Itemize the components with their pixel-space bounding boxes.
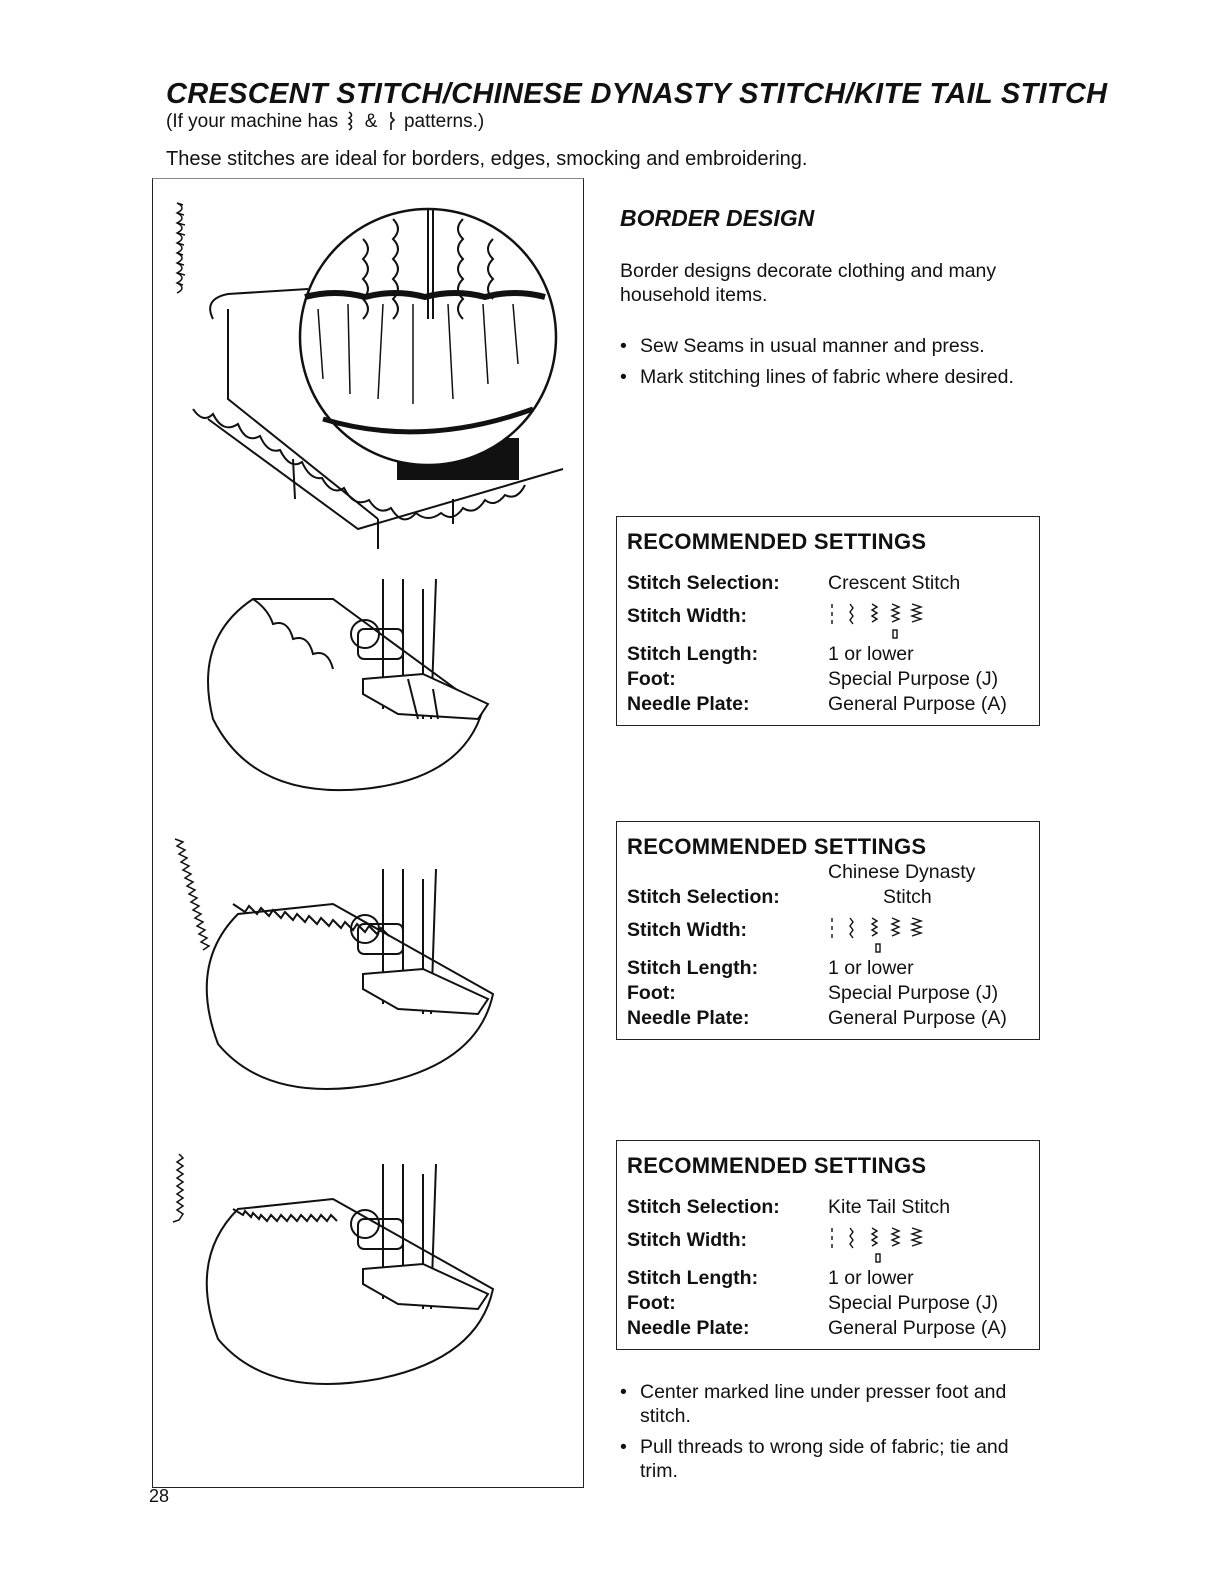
stitch-width-label: Stitch Width: <box>627 919 748 941</box>
note-suffix: patterns.) <box>403 111 485 132</box>
note-prefix: (If your machine has <box>166 111 339 132</box>
foot-row <box>627 981 1029 1006</box>
presser-foot-illustration-crescent <box>208 579 488 790</box>
stitch-width-row <box>627 918 1029 948</box>
foot-value: Special Purpose (J) <box>828 668 999 690</box>
stitch-width-icon <box>828 600 948 640</box>
magnified-detail-circle <box>300 209 556 465</box>
stitch-length-label: Stitch Length: <box>627 957 759 979</box>
intro-text: These stitches are ideal for borders, edges, smocking and embroidering. <box>166 148 808 170</box>
stitch-selection-value: Kite Tail Stitch <box>828 1196 951 1218</box>
step-text: Mark stitching lines of fabric where desired. <box>640 366 1014 388</box>
stitch-width-icon <box>828 914 948 954</box>
stitch-length-value: 1 or lower <box>828 643 914 665</box>
stitch-width-selector <box>828 1228 1029 1258</box>
needle-plate-value: General Purpose (A) <box>828 693 1007 715</box>
stitch-selection-value-line2: Stitch <box>883 886 932 908</box>
note-ampersand: & <box>364 111 378 132</box>
stitch-length-row <box>627 1266 1029 1291</box>
stitch-selection-value: Crescent Stitch <box>828 572 961 594</box>
bullet-icon: • <box>620 1381 627 1403</box>
stitch-selection-label: Stitch Selection: <box>627 1196 780 1218</box>
stitch-selection-row <box>627 571 1029 596</box>
stitch-selection-label: Stitch Selection: <box>627 886 780 908</box>
kite-tail-stitch-sample-icon <box>173 1154 183 1222</box>
section-description: Border designs decorate clothing and many household items. <box>620 260 997 306</box>
kite-tail-pattern-icon <box>386 110 396 132</box>
preparation-steps <box>620 334 1044 396</box>
page-number: 28 <box>149 1486 170 1506</box>
foot-value: Special Purpose (J) <box>828 982 999 1004</box>
stitch-selection-label: Stitch Selection: <box>627 572 780 594</box>
stitch-length-row <box>627 956 1029 981</box>
stitch-width-icon <box>828 1224 948 1264</box>
chinese-dynasty-stitch-sample-icon <box>175 839 209 950</box>
foot-label: Foot: <box>627 1292 676 1314</box>
settings-box-kite-tail <box>616 1140 1040 1350</box>
needle-plate-label: Needle Plate: <box>627 1317 750 1339</box>
stitch-width-row <box>627 604 1029 634</box>
bullet-icon: • <box>620 366 627 388</box>
pattern-availability-note <box>166 110 484 133</box>
presser-foot-illustration-kite-tail <box>207 1164 493 1384</box>
foot-row <box>627 1291 1029 1316</box>
step-text: Sew Seams in usual manner and press. <box>640 335 985 357</box>
crescent-pattern-icon <box>346 110 356 132</box>
stitch-length-row <box>627 642 1029 667</box>
needle-plate-row <box>627 1316 1029 1341</box>
needle-plate-label: Needle Plate: <box>627 1007 750 1029</box>
needle-plate-value: General Purpose (A) <box>828 1007 1007 1029</box>
stitch-selection-row <box>627 1195 1029 1220</box>
stitch-width-selector <box>828 604 1029 634</box>
bullet-icon: • <box>620 335 627 357</box>
stitch-selection-continued-row <box>627 860 1029 885</box>
illustration-panel <box>152 178 584 1488</box>
stitch-length-value: 1 or lower <box>828 957 914 979</box>
step-text: Center marked line under presser foot and stitch. <box>640 1381 1007 1427</box>
section-heading: BORDER DESIGN <box>620 205 815 231</box>
stitch-selection-row <box>627 885 1029 910</box>
page-title: CRESCENT STITCH/CHINESE DYNASTY STITCH/KITE TAIL STITCH <box>166 78 1108 110</box>
stitch-selection-value-line1: Chinese Dynasty <box>828 861 976 883</box>
list-item <box>620 334 1044 358</box>
needle-plate-row <box>627 692 1029 717</box>
settings-title: RECOMMENDED SETTINGS <box>627 529 927 554</box>
foot-label: Foot: <box>627 668 676 690</box>
needle-plate-row <box>627 1006 1029 1031</box>
settings-box-crescent <box>616 516 1040 726</box>
settings-box-chinese-dynasty <box>616 821 1040 1040</box>
list-item <box>620 1435 1044 1483</box>
stitch-length-label: Stitch Length: <box>627 1267 759 1289</box>
foot-row <box>627 667 1029 692</box>
stitch-length-label: Stitch Length: <box>627 643 759 665</box>
foot-label: Foot: <box>627 982 676 1004</box>
stitch-width-label: Stitch Width: <box>627 1229 748 1251</box>
needle-plate-value: General Purpose (A) <box>828 1317 1007 1339</box>
list-item <box>620 365 1044 389</box>
presser-foot-illustration-chinese-dynasty <box>207 869 493 1089</box>
settings-title: RECOMMENDED SETTINGS <box>627 834 927 859</box>
stitch-width-row <box>627 1228 1029 1258</box>
foot-value: Special Purpose (J) <box>828 1292 999 1314</box>
settings-title: RECOMMENDED SETTINGS <box>627 1153 927 1178</box>
step-text: Pull threads to wrong side of fabric; tie and trim. <box>640 1436 1009 1482</box>
list-item <box>620 1380 1044 1428</box>
illustrations <box>153 179 585 1489</box>
stitch-width-selector <box>828 918 1029 948</box>
needle-plate-label: Needle Plate: <box>627 693 750 715</box>
crescent-stitch-sample-icon <box>177 203 185 293</box>
bullet-icon: • <box>620 1436 627 1458</box>
final-steps <box>620 1380 1044 1490</box>
stitch-width-label: Stitch Width: <box>627 605 748 627</box>
stitch-length-value: 1 or lower <box>828 1267 914 1289</box>
